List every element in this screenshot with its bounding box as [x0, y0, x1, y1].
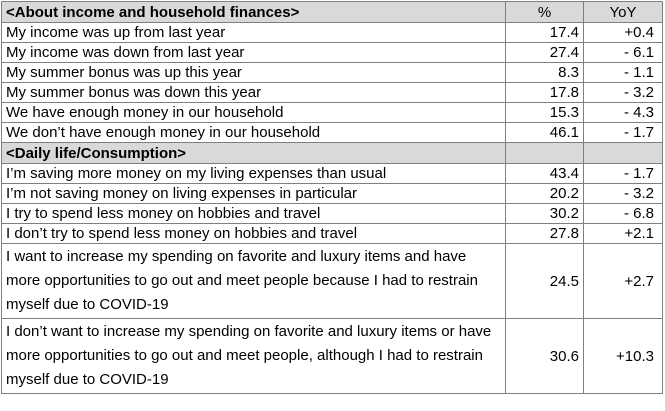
row-yoy: +2.7	[584, 244, 663, 319]
table-row	[2, 123, 663, 143]
row-yoy: - 6.1	[584, 43, 663, 63]
row-yoy: - 3.2	[584, 83, 663, 103]
section-title: <Daily life/Consumption>	[2, 143, 506, 164]
row-pct: 27.8	[506, 224, 584, 244]
row-pct: 17.8	[506, 83, 584, 103]
row-yoy: - 1.1	[584, 63, 663, 83]
row-yoy: - 3.2	[584, 184, 663, 204]
row-label: I don’t want to increase my spending on favorite and luxury items or have more opportunities to go out and meet people, although I had to restrain myself due to COVID-19	[2, 319, 506, 394]
row-yoy: +10.3	[584, 319, 663, 394]
row-pct: 24.5	[506, 244, 584, 319]
row-label: I’m saving more money on my living expenses than usual	[2, 164, 506, 184]
survey-table	[1, 1, 663, 394]
row-pct: 46.1	[506, 123, 584, 143]
row-yoy: +2.1	[584, 224, 663, 244]
row-pct: 30.6	[506, 319, 584, 394]
section-header-row	[2, 2, 663, 23]
row-label: I try to spend less money on hobbies and travel	[2, 204, 506, 224]
row-label: I don’t try to spend less money on hobbies and travel	[2, 224, 506, 244]
row-pct: 8.3	[506, 63, 584, 83]
column-header-yoy: YoY	[584, 2, 663, 23]
row-pct: 15.3	[506, 103, 584, 123]
row-label: We don’t have enough money in our household	[2, 123, 506, 143]
row-label: I’m not saving money on living expenses in particular	[2, 184, 506, 204]
table-row	[2, 43, 663, 63]
row-label: We have enough money in our household	[2, 103, 506, 123]
table-row	[2, 184, 663, 204]
table-row	[2, 164, 663, 184]
row-label: My summer bonus was up this year	[2, 63, 506, 83]
row-yoy: - 1.7	[584, 164, 663, 184]
table-row	[2, 23, 663, 43]
row-pct: 43.4	[506, 164, 584, 184]
section-header-row	[2, 143, 663, 164]
table-row	[2, 83, 663, 103]
row-yoy: +0.4	[584, 23, 663, 43]
table-row	[2, 224, 663, 244]
row-pct: 20.2	[506, 184, 584, 204]
table-row	[2, 244, 663, 319]
section-empty-cell	[584, 143, 663, 164]
row-pct: 17.4	[506, 23, 584, 43]
row-label: I want to increase my spending on favorite and luxury items and have more opportunities to go out and meet people because I had to restrain myself due to COVID-19	[2, 244, 506, 319]
section-title: <About income and household finances>	[2, 2, 506, 23]
row-yoy: - 6.8	[584, 204, 663, 224]
table-row	[2, 103, 663, 123]
row-yoy: - 4.3	[584, 103, 663, 123]
table-row	[2, 63, 663, 83]
row-label: My income was up from last year	[2, 23, 506, 43]
row-pct: 30.2	[506, 204, 584, 224]
row-yoy: - 1.7	[584, 123, 663, 143]
row-pct: 27.4	[506, 43, 584, 63]
row-label: My income was down from last year	[2, 43, 506, 63]
table-row	[2, 319, 663, 394]
column-header-pct: %	[506, 2, 584, 23]
row-label: My summer bonus was down this year	[2, 83, 506, 103]
section-empty-cell	[506, 143, 584, 164]
table-row	[2, 204, 663, 224]
